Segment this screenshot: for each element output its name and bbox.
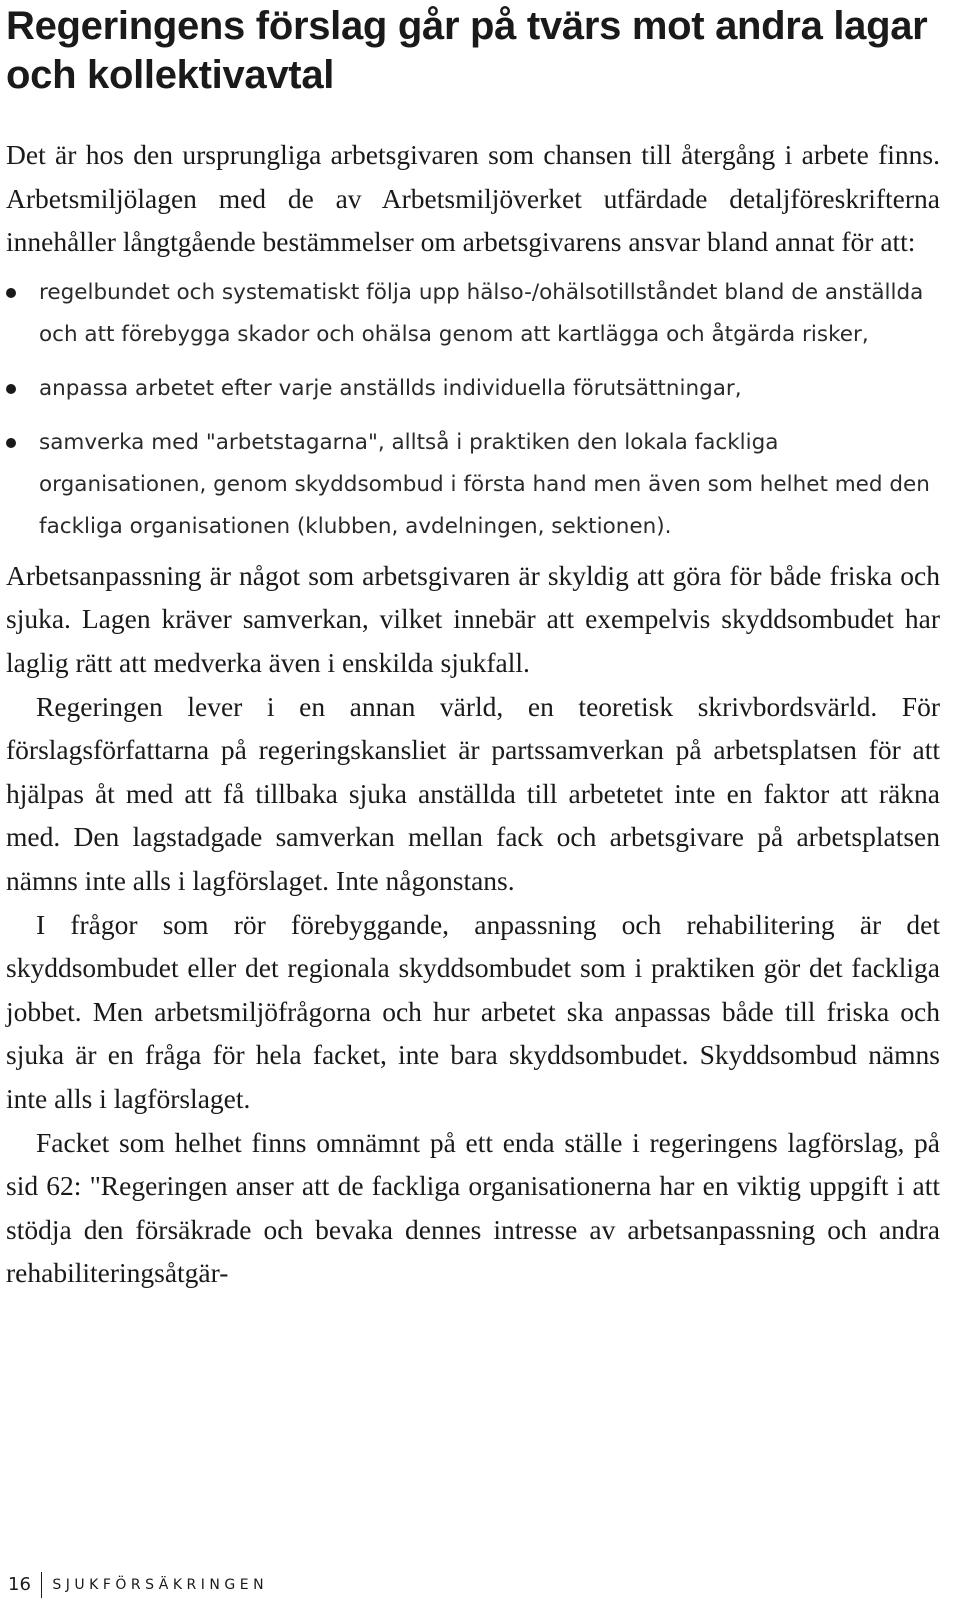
publication-title: SJUKFÖRSÄKRINGEN (52, 1577, 269, 1593)
body-paragraph: Regeringen lever i en annan värld, en teoretisk skrivbordsvärld. För förslagsförfattarna på regeringskansliet är partssamverkan på arbetsplatsen för att hjälpas åt med att få tillbaka sjuka anställda till arbetetet inte en faktor att räkna med. Den lagstadgade samverkan mellan fack och arbetsgivare på arbetsplatsen nämns inte alls i lagförslaget. Inte någonstans. (6, 690, 940, 896)
page-footer (8, 1572, 268, 1598)
footer-divider (41, 1572, 43, 1598)
section-heading: Regeringens förslag går på tvärs mot andra lagar och kollektivavtal (6, 4, 928, 97)
body-paragraph: Facket som helhet finns omnämnt på ett enda ställe i regeringens lagförslag, på sid 62: "Regeringen anser att de fackliga organisationerna har en viktig uppgift i att stödja den försäkrade och bevaka dennes intresse av arbetsanpassning och andra rehabiliteringsåtgär- (6, 1126, 940, 1289)
document-page (6, 0, 940, 1295)
intro-paragraph: Det är hos den ursprungliga arbetsgivaren som chansen till återgång i arbete finns. Arbetsmiljölagen med de av Arbetsmiljöverket utfärdade detaljföreskrifterna innehåller långtgående bestämmelser om arbetsgivarens ansvar bland annat för att: (6, 139, 940, 258)
bullet-icon (6, 384, 16, 394)
list-item (6, 422, 940, 548)
list-item (6, 272, 940, 356)
list-item-text: anpassa arbetet efter varje anställds individuella förutsättningar, (39, 375, 742, 401)
list-item-text: samverka med "arbetstagarna", alltså i praktiken den lokala fackliga organisationen, genom skyddsombud i första hand men även som helhet med den fackliga organisationen (klubben, avdelningen, sektionen). (39, 429, 930, 539)
bullet-icon (6, 438, 16, 448)
page-number: 16 (8, 1574, 31, 1595)
list-item (6, 368, 940, 410)
list-item-text: regelbundet och systematiskt följa upp hälso-/ohälsotillståndet bland de anställda och att förebygga skador och ohälsa genom att kartlägga och åtgärda risker, (39, 279, 924, 347)
bullet-icon (6, 288, 16, 298)
responsibility-list (6, 272, 940, 548)
body-paragraph: I frågor som rör förebyggande, anpassning och rehabilitering är det skyddsombudet eller det regionala skyddsombudet som i praktiken gör det fackliga jobbet. Men arbetsmiljöfrågorna och hur arbetet ska anpassas både till friska och sjuka är en fråga för hela facket, inte bara skyddsombudet. Skyddsombud nämns inte alls i lagförslaget. (6, 908, 940, 1114)
body-paragraph: Arbetsanpassning är något som arbetsgivaren är skyldig att göra för både friska och sjuka. Lagen kräver samverkan, vilket innebär att exempelvis skyddsombudet har laglig rätt att medverka även i enskilda sjukfall. (6, 559, 940, 678)
